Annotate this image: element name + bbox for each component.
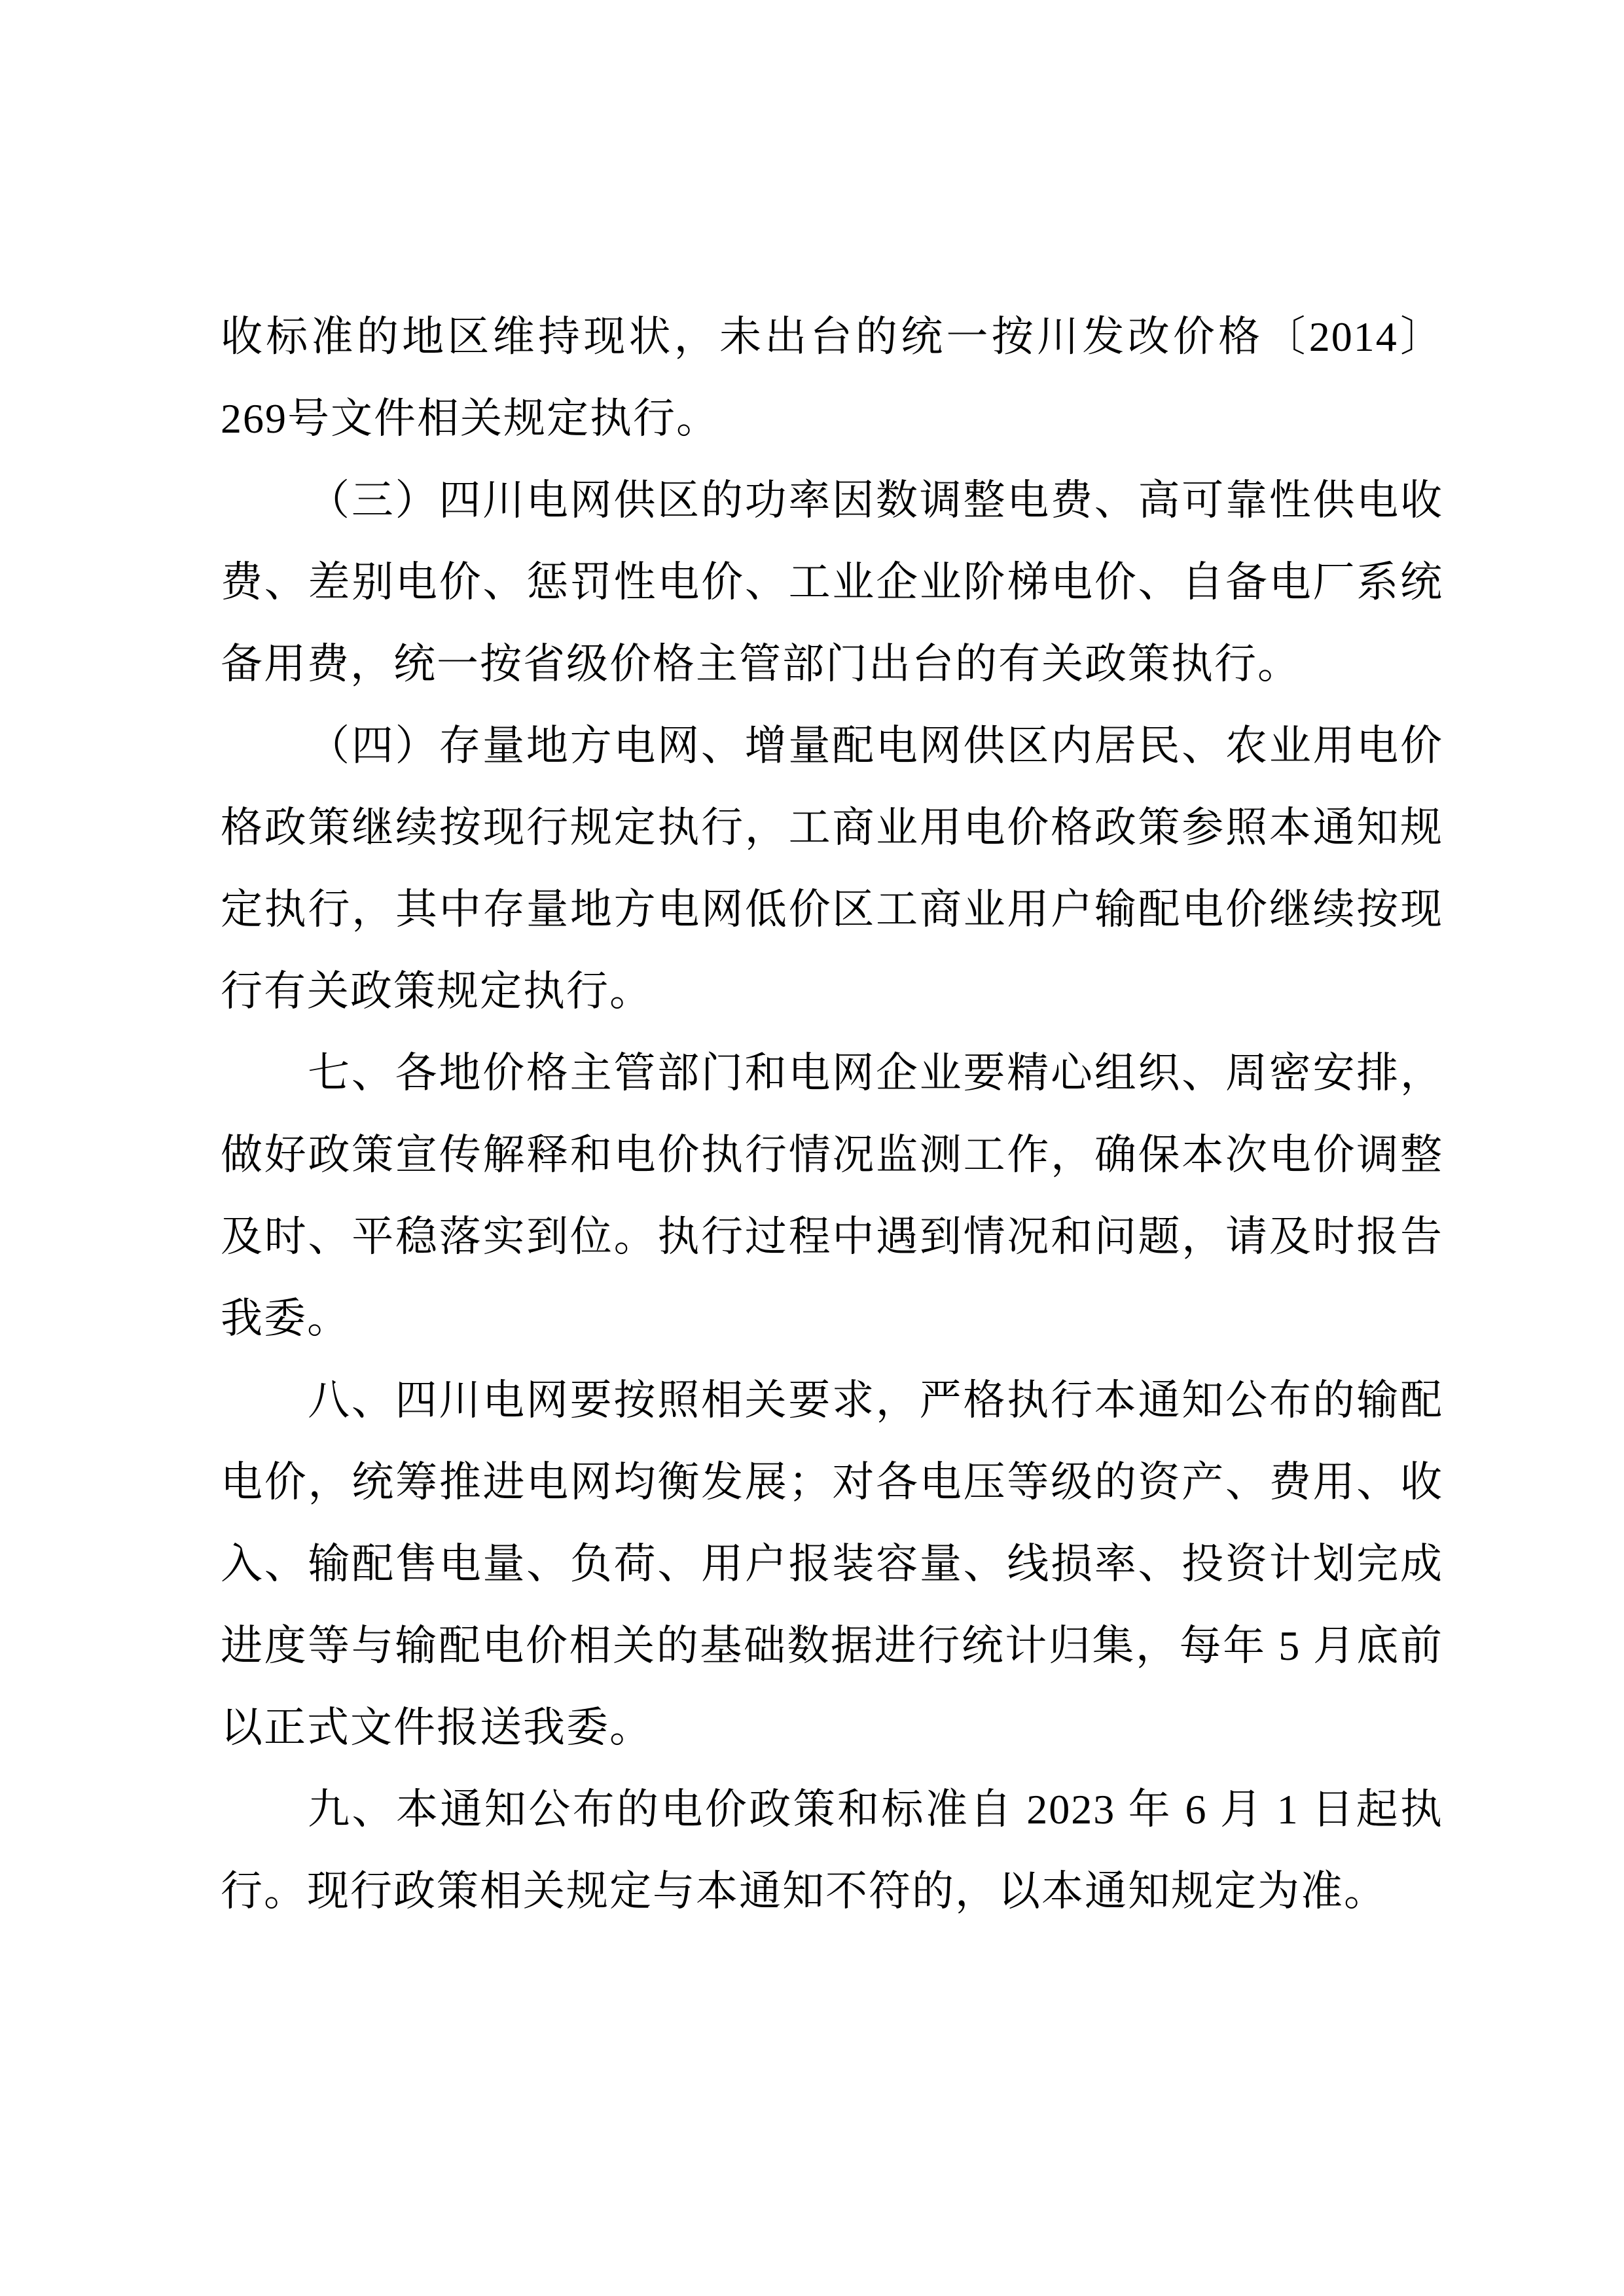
paragraph-item-3: （三）四川电网供区的功率因数调整电费、高可靠性供电收费、差别电价、惩罚性电价、工业企业阶梯电价、自备电厂系统备用费，统一按省级价格主管部门出台的有关政策执行。 [221,477,1443,687]
paragraph-item-4: （四）存量地方电网、增量配电网供区内居民、农业用电价格政策继续按现行规定执行，工商业用电价格政策参照本通知规定执行，其中存量地方电网低价区工商业用户输配电价继续按现行有关政策规定执行。 [221,723,1443,1014]
paragraph-continuation: 收标准的地区维持现状，未出台的统一按川发改价格〔2014〕269号文件相关规定执行。 [221,314,1443,442]
document-body [221,296,1443,1932]
paragraph-item-9: 九、本通知公布的电价政策和标准自 2023 年 6 月 1 日起执行。现行政策相关规定与本通知不符的，以本通知规定为准。 [221,1786,1443,1914]
paragraph-item-7: 七、各地价格主管部门和电网企业要精心组织、周密安排，做好政策宣传解释和电价执行情况监测工作，确保本次电价调整及时、平稳落实到位。执行过程中遇到情况和问题，请及时报告我委。 [221,1050,1443,1342]
paragraph-item-8: 八、四川电网要按照相关要求，严格执行本通知公布的输配电价，统筹推进电网均衡发展；对各电压等级的资产、费用、收入、输配售电量、负荷、用户报装容量、线损率、投资计划完成进度等与输配电价相关的基础数据进行统计归集，每年 5 月底前以正式文件报送我委。 [221,1377,1443,1751]
